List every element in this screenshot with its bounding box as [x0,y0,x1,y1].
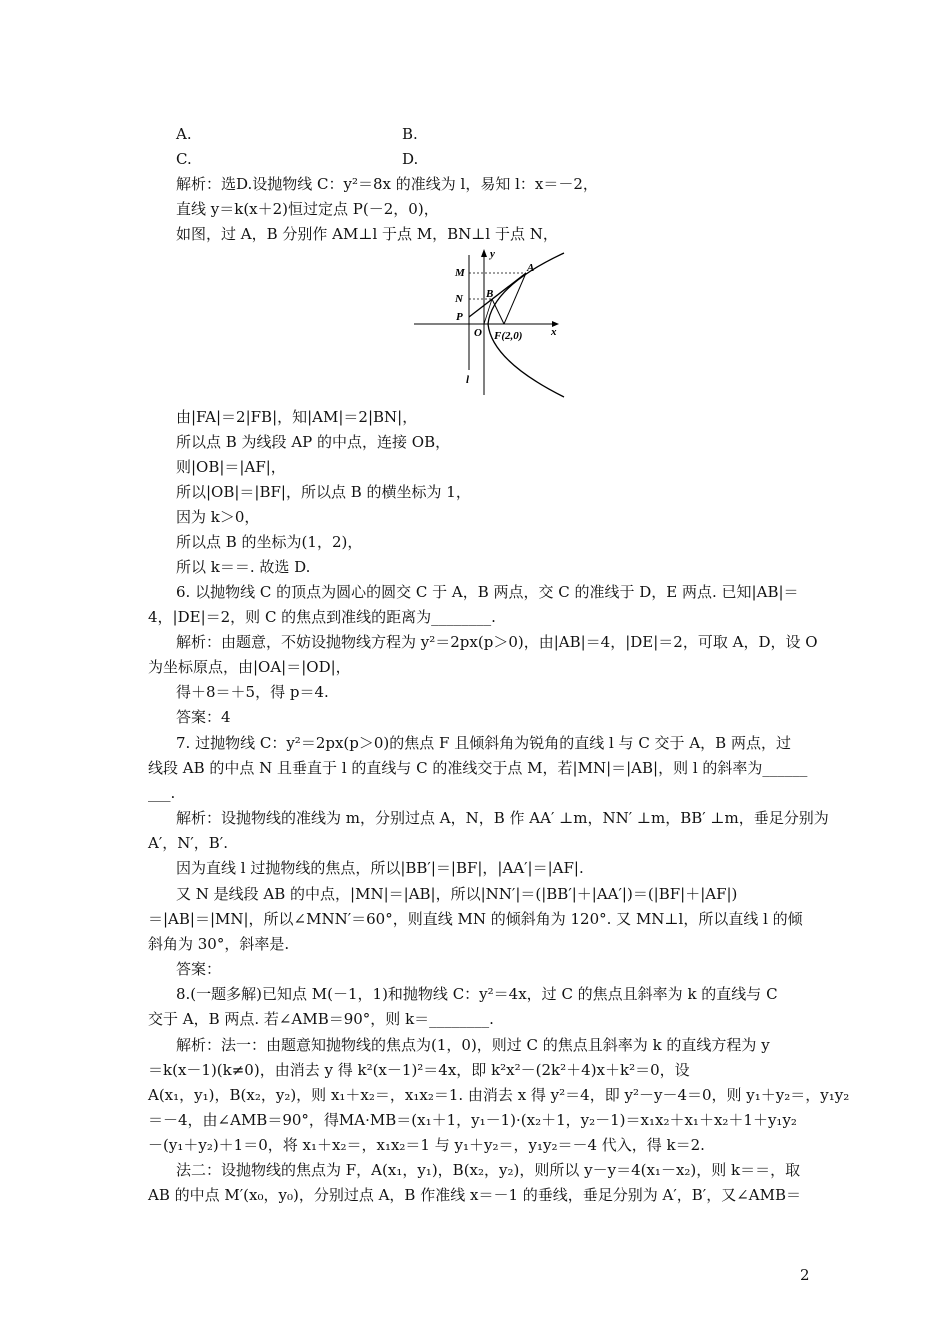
text-line: 因为 k＞0， [176,508,260,526]
text-line: 所以|OB|＝|BF|，所以点 B 的横坐标为 1， [176,483,471,501]
option-a: A. [176,125,192,143]
parabola-figure [414,245,574,400]
text-line: 答案： [176,960,222,978]
f-label: F(2,0) [494,330,523,342]
text-line: AB 的中点 M′(x₀，y₀)，分别过点 A，B 作准线 x＝－1 的垂线，垂足分别为 A′，B′，又∠AMB＝ [148,1186,801,1204]
a-label: A [527,262,535,274]
text-line: 则|OB|＝|AF|， [176,458,286,476]
p-label: P [456,311,463,323]
text-line: 所以点 B 的坐标为(1，2)， [176,533,363,551]
text-line: 8.(一题多解)已知点 M(－1，1)和抛物线 C：y²＝4x，过 C 的焦点且斜率为 k 的直线与 C [176,985,778,1003]
text-line: 解析：法一：由题意知抛物线的焦点为(1，0)，则过 C 的焦点且斜率为 k 的直线方程为 y [176,1036,770,1054]
text-line: 斜角为 30°，斜率是. [148,935,290,953]
text-line: 答案：4 [176,708,231,726]
text-line: 所以 k＝＝. 故选 D. [176,558,311,576]
y-axis-arrow [481,249,487,257]
text-line: 直线 y＝k(x＋2)恒过定点 P(－2，0)， [176,200,439,218]
o-label: O [474,327,482,339]
text-line: 6. 以抛物线 C 的顶点为圆心的圆交 C 于 A，B 两点，交 C 的准线于 D，E 两点. 已知|AB|＝ [176,583,799,601]
text-line: 又 N 是线段 AB 的中点，|MN|＝|AB|，所以|NN′|＝(|BB′|＋|AA′|)＝(|BF|＋|AF|) [176,885,738,903]
af-segment [504,273,526,324]
bf-segment [492,299,504,324]
text-line: 交于 A，B 两点. 若∠AMB＝90°，则 k＝________. [148,1010,494,1028]
text-line: 7. 过抛物线 C：y²＝2px(p＞0)的焦点 F 且倾斜角为锐角的直线 l 与 C 交于 A，B 两点，过 [176,734,791,752]
text-line: 线段 AB 的中点 N 且垂直于 l 的直线与 C 的准线交于点 M，若|MN|＝|AB|，则 l 的斜率为______ [148,759,808,777]
text-line: 解析：设抛物线的准线为 m，分别过点 A，N，B 作 AA′ ⊥m，NN′ ⊥m，BB′ ⊥m，垂足分别为 [176,809,829,827]
text-line: ＝－4，由∠AMB＝90°，得MA·MB＝(x₁＋1，y₁－1)·(x₂＋1，y₂－1)＝x₁x₂＋x₁＋x₂＋1＋y₁y₂ [148,1111,797,1129]
text-line: 如图，过 A，B 分别作 AM⊥l 于点 M，BN⊥l 于点 N， [176,225,558,243]
option-d: D. [402,150,419,168]
text-line: 法二：设抛物线的焦点为 F，A(x₁，y₁)，B(x₂，y₂)，则所以 y－y＝4(x₁－x₂)，则 k＝＝，取 [176,1161,801,1179]
text-line: 由|FA|＝2|FB|，知|AM|＝2|BN|， [176,408,418,426]
x-label: x [551,326,557,338]
option-c: C. [176,150,192,168]
m-label: M [455,267,465,279]
text-line: 为坐标原点，由|OA|＝|OD|， [148,658,351,676]
text-line: ＝|AB|＝|MN|，所以∠MNN′＝60°，则直线 MN 的倾斜角为 120°. 又 MN⊥l，所以直线 l 的倾 [148,910,803,928]
n-label: N [455,293,463,305]
text-line: ＝k(x－1)(k≠0)，由消去 y 得 k²(x－1)²＝4x，即 k²x²－(2k²＋4)x＋k²＝0，设 [148,1061,690,1079]
l-label: l [466,374,470,386]
option-b: B. [402,125,418,143]
b-label: B [486,288,494,300]
page-number: 2 [800,1266,810,1284]
text-line: 所以点 B 为线段 AP 的中点，连接 OB， [176,433,451,451]
text-line: ___. [148,784,176,802]
text-line: A(x₁，y₁)，B(x₂，y₂)，则 x₁＋x₂＝，x₁x₂＝1. 由消去 x 得 y²＝4，即 y²－y－4＝0，则 y₁＋y₂＝，y₁y₂ [148,1086,850,1104]
text-line: －(y₁＋y₂)＋1＝0，将 x₁＋x₂＝，x₁x₂＝1 与 y₁＋y₂＝，y₁y₂＝－4 代入，得 k＝2. [148,1136,705,1154]
text-line: 解析：选D.设抛物线 C：y²＝8x 的准线为 l，易知 l：x＝－2， [176,175,598,193]
text-line: 得＋8＝＋5，得 p＝4. [176,683,329,701]
text-line: A′，N′，B′. [148,834,228,852]
text-line: 4，|DE|＝2，则 C 的焦点到准线的距离为________. [148,608,496,626]
text-line: 因为直线 l 过抛物线的焦点，所以|BB′|＝|BF|，|AA′|＝|AF|. [176,859,584,877]
text-line: 解析：由题意，不妨设抛物线方程为 y²＝2px(p＞0)，由|AB|＝4，|DE|＝2，可取 A，D，设 O [176,633,818,651]
y-label: y [490,248,495,260]
